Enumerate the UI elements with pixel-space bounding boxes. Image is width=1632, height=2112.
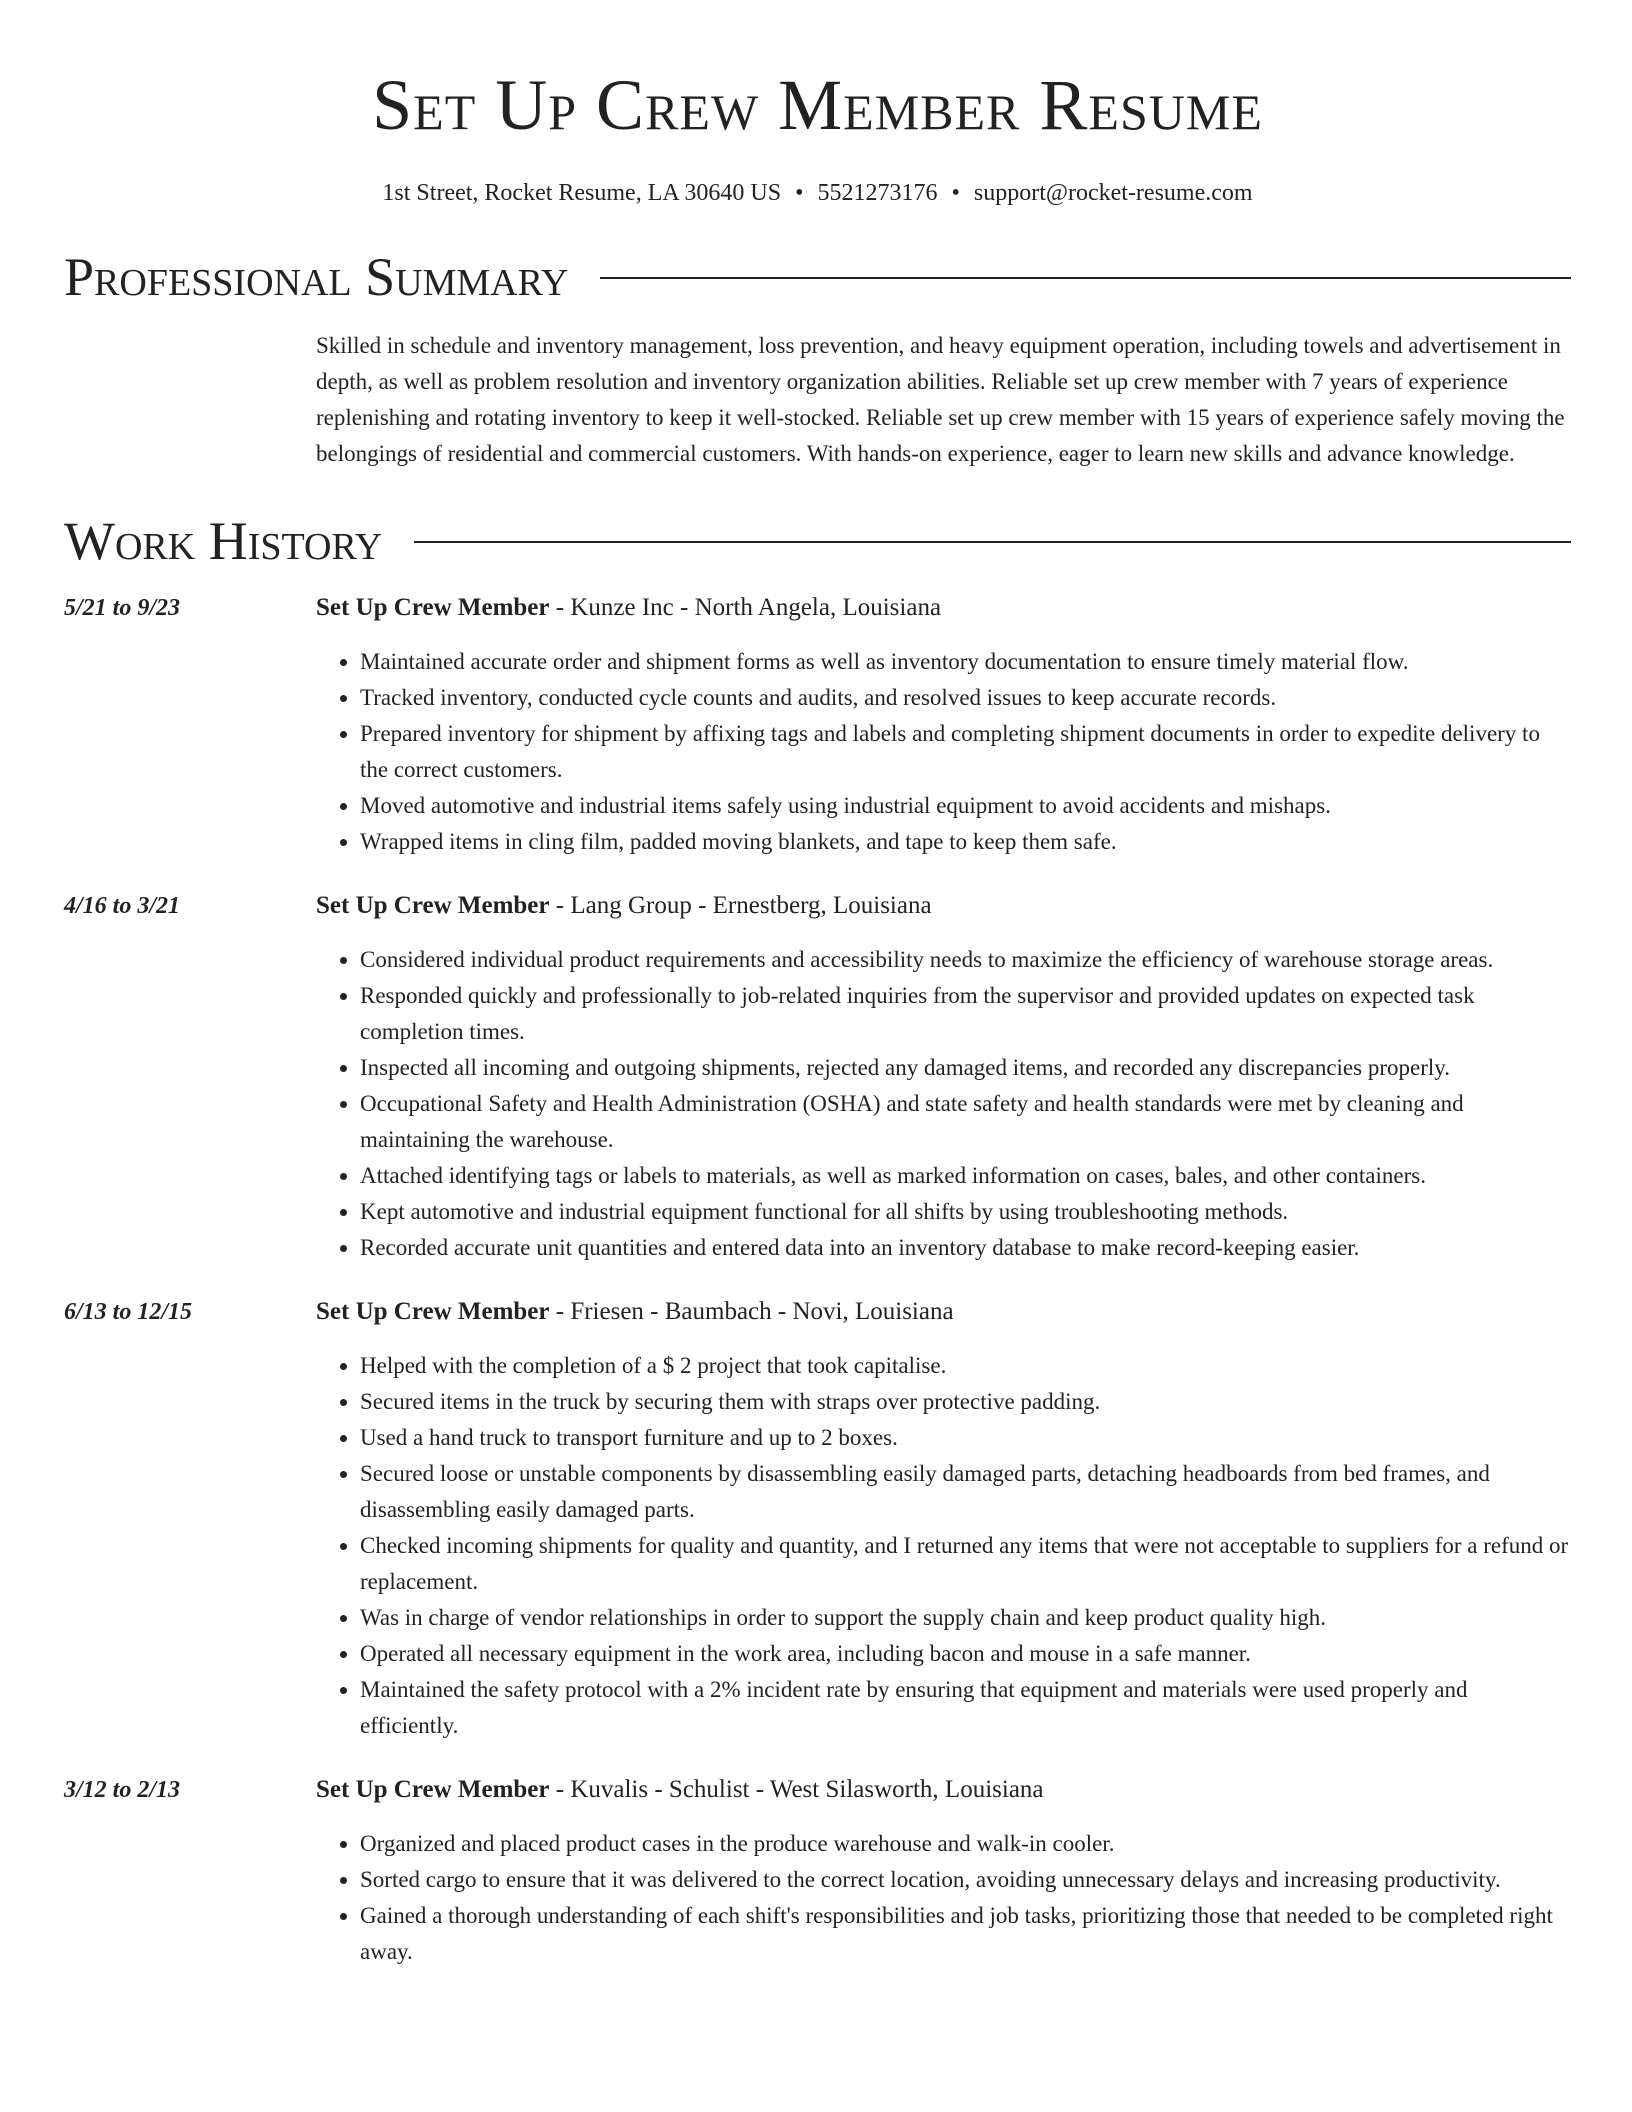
job-body — [316, 1772, 1571, 1970]
job-bullet: • Attached identifying tags or labels to materials, as well as marked information on cases, bales, and other containers. — [360, 1158, 1571, 1194]
job-bullet: • Occupational Safety and Health Administration (OSHA) and state safety and health standards were met by cleaning and maintaining the warehouse. — [360, 1086, 1571, 1158]
job-bullets — [316, 1826, 1571, 1970]
job-title — [316, 1772, 1571, 1808]
job-bullet: • Considered individual product requirements and accessibility needs to maximize the efficiency of warehouse storage areas. — [360, 942, 1571, 978]
contact-separator: • — [951, 180, 960, 206]
summary-heading: Professional Summary — [64, 247, 569, 307]
job-bullet: • Helped with the completion of a $ 2 project that took capitalise. — [360, 1348, 1571, 1384]
job-bullet: • Responded quickly and professionally to job-related inquiries from the supervisor and provided updates on expected task completion times. — [360, 978, 1571, 1050]
job-role: Set Up Crew Member — [316, 594, 550, 621]
job-dates: 3/12 to 2/13 — [64, 1777, 181, 1803]
summary-section-header — [64, 246, 1571, 308]
job-employer: - Kunze Inc - North Angela, Louisiana — [549, 594, 942, 621]
job-employer: - Kuvalis - Schulist - West Silasworth, Louisiana — [549, 1776, 1044, 1803]
job-bullet: • Operated all necessary equipment in the work area, including bacon and mouse in a safe manner. — [360, 1636, 1571, 1672]
job-title — [316, 590, 1571, 626]
job-dates: 5/21 to 9/23 — [64, 595, 181, 621]
job-role: Set Up Crew Member — [316, 1298, 550, 1325]
contact-phone: 5521273176 — [817, 180, 938, 206]
contact-line — [64, 178, 1571, 208]
contact-email: support@rocket-resume.com — [973, 180, 1253, 206]
job-title — [316, 888, 1571, 924]
job-bullets — [316, 644, 1571, 860]
job-role: Set Up Crew Member — [316, 892, 550, 919]
job-bullet: • Tracked inventory, conducted cycle counts and audits, and resolved issues to keep accurate records. — [360, 680, 1571, 716]
job-bullets — [316, 1348, 1571, 1744]
section-divider — [600, 277, 1571, 279]
contact-address: 1st Street, Rocket Resume, LA 30640 US — [382, 180, 782, 206]
job-title — [316, 1294, 1571, 1330]
job-body — [316, 590, 1571, 860]
contact-separator: • — [795, 180, 804, 206]
job-dates: 6/13 to 12/15 — [64, 1299, 193, 1325]
job-employer: - Friesen - Baumbach - Novi, Louisiana — [549, 1298, 954, 1325]
job-bullet: • Gained a thorough understanding of each shift's responsibilities and job tasks, prioritizing those that needed to be completed right away. — [360, 1898, 1571, 1970]
work-section-header — [64, 510, 1571, 572]
job-bullet: • Maintained accurate order and shipment forms as well as inventory documentation to ensure timely material flow. — [360, 644, 1571, 680]
section-divider — [414, 541, 1571, 543]
job-bullet: • Inspected all incoming and outgoing shipments, rejected any damaged items, and recorded any discrepancies properly. — [360, 1050, 1571, 1086]
resume-page — [64, 0, 1571, 1970]
job-entry — [64, 888, 1571, 1266]
job-bullet: • Organized and placed product cases in the produce warehouse and walk-in cooler. — [360, 1826, 1571, 1862]
job-bullet: • Maintained the safety protocol with a 2% incident rate by ensuring that equipment and materials were used properly and efficiently. — [360, 1672, 1571, 1744]
job-bullet: • Moved automotive and industrial items safely using industrial equipment to avoid accidents and mishaps. — [360, 788, 1571, 824]
job-body — [316, 1294, 1571, 1744]
job-entry — [64, 1294, 1571, 1744]
job-bullet: • Prepared inventory for shipment by affixing tags and labels and completing shipment documents in order to expedite delivery to the correct customers. — [360, 716, 1571, 788]
resume-title: Set Up Crew Member Resume — [372, 65, 1263, 145]
job-bullet: • Secured items in the truck by securing them with straps over protective padding. — [360, 1384, 1571, 1420]
job-bullet: • Secured loose or unstable components by disassembling easily damaged parts, detaching headboards from bed frames, and disassembling easily damaged parts. — [360, 1456, 1571, 1528]
job-entry — [64, 1772, 1571, 1970]
job-bullet: • Used a hand truck to transport furniture and up to 2 boxes. — [360, 1420, 1571, 1456]
job-bullet: • Kept automotive and industrial equipment functional for all shifts by using troubleshooting methods. — [360, 1194, 1571, 1230]
work-heading: Work History — [64, 511, 383, 571]
job-bullet: • Recorded accurate unit quantities and entered data into an inventory database to make record-keeping easier. — [360, 1230, 1571, 1266]
job-bullet: • Was in charge of vendor relationships in order to support the supply chain and keep product quality high. — [360, 1600, 1571, 1636]
job-body — [316, 888, 1571, 1266]
job-role: Set Up Crew Member — [316, 1776, 550, 1803]
job-dates: 4/16 to 3/21 — [64, 893, 181, 919]
job-employer: - Lang Group - Ernestberg, Louisiana — [549, 892, 932, 919]
job-bullets — [316, 942, 1571, 1266]
job-bullet: • Wrapped items in cling film, padded moving blankets, and tape to keep them safe. — [360, 824, 1571, 860]
job-bullet: • Checked incoming shipments for quality and quantity, and I returned any items that were not acceptable to suppliers for a refund or replacement. — [360, 1528, 1571, 1600]
summary-text: Skilled in schedule and inventory management, loss prevention, and heavy equipment operation, including towels and advertisement in depth, as well as problem resolution and inventory organization abilities. Reliable set up crew member with 7 years of experience replenishing and rotating inventory to keep it well-stocked. Reliable set up crew member with 15 years of experience safely moving the belongings of residential and commercial customers. With hands-on experience, eager to learn new skills and advance knowledge. — [316, 333, 1565, 466]
job-bullet: • Sorted cargo to ensure that it was delivered to the correct location, avoiding unnecessary delays and increasing productivity. — [360, 1862, 1571, 1898]
job-entry — [64, 590, 1571, 860]
